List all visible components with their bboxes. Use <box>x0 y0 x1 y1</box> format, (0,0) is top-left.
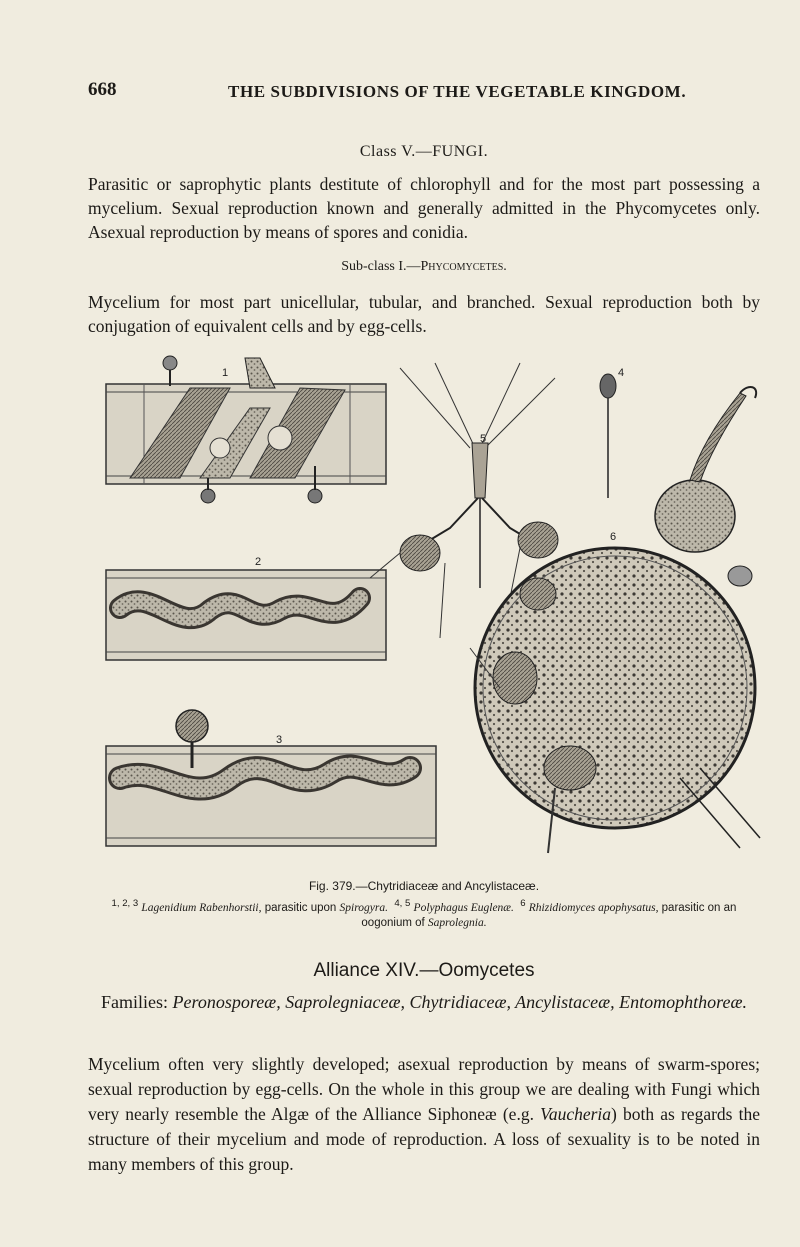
legend-refs-1: 1, 2, 3 <box>111 898 139 909</box>
fig-part-2 <box>106 556 386 660</box>
fig-label-1: 1 <box>222 367 229 379</box>
legend-text-3: parasitic on an oogonium of <box>361 901 737 929</box>
figure-legend <box>88 896 760 931</box>
families-label: Families: <box>101 992 169 1012</box>
figure-caption: Fig. 379.—Chytridiaceæ and Ancylistaceæ. <box>308 879 540 893</box>
running-head: THE SUBDIVISIONS OF THE VEGETABLE KINGDOM. <box>228 82 687 101</box>
subclass-name: Phycomycetes. <box>420 259 507 274</box>
legend-species-3: Rhizidiomyces apophysatus, <box>528 901 659 914</box>
fig-part-6 <box>470 387 760 853</box>
figure-379 <box>100 348 780 868</box>
legend-text-1: parasitic upon <box>261 901 340 914</box>
fig-part-4 <box>600 367 624 498</box>
figure-illustration <box>100 348 780 868</box>
legend-refs-2: 4, 5 <box>394 898 411 909</box>
subclass-prefix: Sub-class I.— <box>341 259 421 274</box>
page-number: 668 <box>88 79 117 100</box>
legend-species-2: Polyphagus Euglenæ. <box>413 901 514 914</box>
legend-host-3: Saprolegnia. <box>427 916 487 929</box>
fig-part-3 <box>106 710 436 846</box>
alliance-paragraph-before: Mycelium often very slightly developed; asexual reproduction by means of swarm-spores; sexual reproduction by egg-cells. On the whole in this group we are dealing with Fungi which very nearly resemble the Algæ of the Alliance Siphoneæ (e.g. <box>88 1054 760 1124</box>
fig-label-2: 2 <box>255 556 262 568</box>
class-paragraph: Parasitic or saprophytic plants destitute of chlorophyll and for the most part possessing a mycelium. Sexual reproduction known and generally admitted in the Phycomycetes only. Asexual reproduction by means of spores and conidia. <box>88 174 760 242</box>
alliance-paragraph <box>88 1052 760 1177</box>
families-line <box>88 990 760 1015</box>
fig-label-5: 5 <box>480 433 487 445</box>
alliance-paragraph-italic: Vaucheria <box>540 1104 612 1124</box>
alliance-heading: Alliance XIV.—Oomycetes <box>313 960 535 981</box>
legend-host-1: Spirogyra. <box>339 901 388 914</box>
legend-species-1: Lagenidium Rabenhorstii, <box>141 901 262 914</box>
fig-part-1 <box>106 356 386 503</box>
fig-label-3: 3 <box>276 734 283 746</box>
subclass-heading <box>0 259 800 275</box>
families-list: Peronosporeæ, Saprolegniaceæ, Chytridiaceæ, Ancylistaceæ, Entomophthoreæ. <box>172 992 747 1012</box>
class-heading: Class V.—FUNGI. <box>359 143 489 160</box>
fig-label-4: 4 <box>618 367 625 379</box>
fig-label-6: 6 <box>610 531 617 543</box>
alliance-paragraph-after: ) both as regards the structure of their mycelium and mode of reproduction. A loss of sexuality is to be noted in many members of this group. <box>88 1104 760 1174</box>
subclass-paragraph: Mycelium for most part unicellular, tubular, and branched. Sexual reproduction both by conjugation of equivalent cells and by egg-cells. <box>88 292 760 336</box>
legend-refs-3: 6 <box>520 898 526 909</box>
